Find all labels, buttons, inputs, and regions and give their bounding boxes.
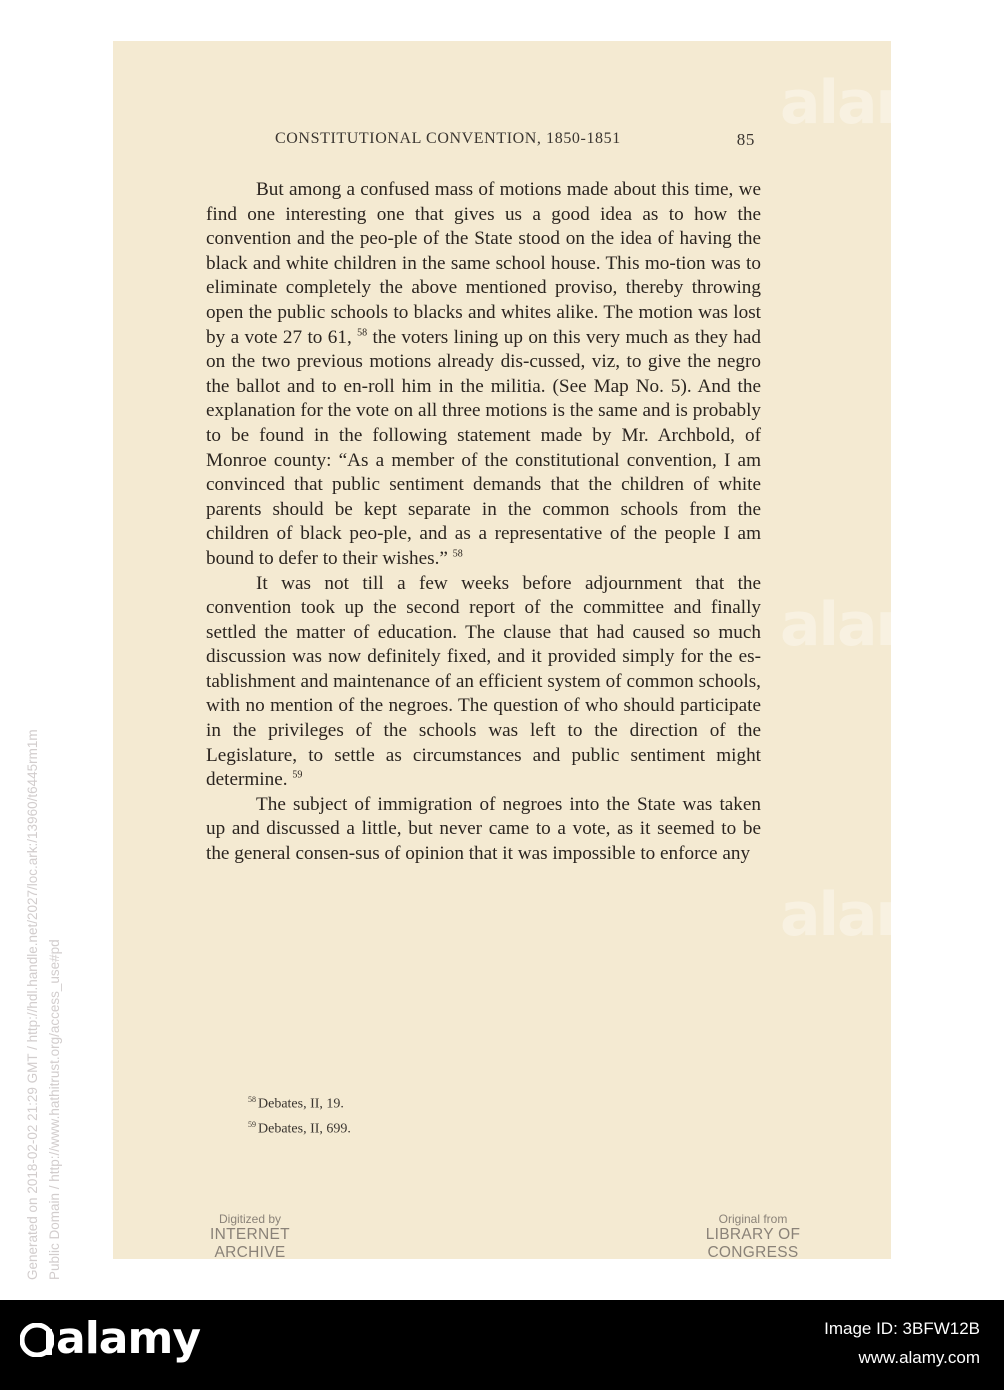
text-line: ple, and as a representative of the people I am bound	[206, 523, 761, 569]
text-line: explanation for the vote on all three motions is the	[206, 400, 599, 422]
text-line: blacks and whites alike. The motion was lost by a vote	[206, 301, 761, 348]
footnote-text: Debates, II, 699.	[258, 1121, 351, 1137]
original-from-credit	[658, 1212, 848, 1262]
text-line: the common schools from the children of black peo-	[206, 498, 762, 545]
paragraph-3	[206, 793, 761, 867]
text-line: ple of the State stood on the idea of having the black	[206, 228, 762, 274]
text-line: committee and finally settled the matter of education.	[206, 597, 761, 643]
text-line: “As a member of the constitutional convention, I am	[338, 449, 762, 471]
credit-source: LIBRARY OF CONGRESS	[705, 1226, 801, 1261]
bottom-bar	[0, 1300, 1004, 1390]
image-id: Image ID: 3BFW12B	[824, 1319, 980, 1338]
credit-label: Digitized by	[218, 1212, 282, 1226]
text-line: about this time, we find one interesting one that gives	[206, 179, 761, 225]
footnote-ref-58: 58	[357, 327, 368, 339]
text-line: determine.	[206, 769, 293, 791]
text-line: children of white parents should be kept separate in	[206, 474, 761, 520]
stamp-line: Generated on 2018-02-02 21:29 GMT / http://hdl.handle.net/2027/loc.ark:/13960/t6445rm1m	[25, 729, 40, 1280]
text-line: sus of opinion that it was impossible to enforce any	[355, 843, 751, 865]
text-line: convinced that public sentiment demands that the	[206, 474, 622, 496]
text-line: they had on the two previous motions already dis-	[206, 326, 761, 373]
paragraph-2	[206, 572, 761, 793]
paragraph-1	[206, 178, 761, 572]
credit-source: INTERNET ARCHIVE	[210, 1226, 290, 1261]
text-line: common schools, with no mention of the negroes. The	[206, 670, 761, 717]
text-line: to defer to their wishes.”	[258, 547, 453, 569]
body-text	[206, 178, 761, 867]
hathitrust-stamp	[22, 480, 70, 1280]
text-line: same and is probably to be found in the following	[206, 400, 761, 446]
logo-text: alamy	[56, 1313, 200, 1364]
text-line: question of who should participate in the privileges of	[206, 695, 761, 742]
text-line: The subject of immigration of negroes into the	[256, 793, 637, 815]
watermark: alamy	[780, 880, 974, 950]
text-line: cussed, viz, to give the negro the ballot and to en-	[206, 351, 761, 397]
footnote-59	[248, 1115, 648, 1140]
text-line: now definitely fixed, and it provided simply for the es-	[328, 646, 762, 668]
text-line: proviso, thereby throwing open the public schools to	[206, 277, 761, 323]
text-line: It was not till a few weeks before adjournment	[256, 572, 696, 594]
text-line: that the convention took up the second report of the	[206, 572, 762, 619]
text-line: came to a vote, as it seemed to be the general consen-	[206, 818, 761, 865]
text-line: to settle as circumstances and public sentiment might	[308, 744, 761, 766]
watermark: alamy	[780, 68, 974, 138]
text-line: The clause that had caused so much discussion was	[206, 621, 762, 668]
text-line: statement made by Mr. Archbold, of Monroe county:	[206, 424, 761, 471]
running-head-title: CONSTITUTIONAL CONVENTION, 1850-1851	[275, 130, 621, 147]
text-line: us a good idea as to how the convention and the peo-	[206, 203, 761, 250]
text-line: tion was to eliminate completely the above mentioned	[206, 252, 761, 299]
digitized-by-credit	[174, 1212, 326, 1262]
page-number: 85	[736, 130, 755, 149]
text-line: But among a confused mass of motions made	[256, 179, 614, 200]
site-url: www.alamy.com	[858, 1348, 980, 1367]
text-line: tablishment and maintenance of an efficient system of	[206, 670, 627, 692]
footnote-58	[248, 1090, 648, 1115]
footnote-ref-59: 59	[292, 769, 303, 781]
text-line: 27 to 61,	[282, 326, 358, 348]
footnote-marker: 58	[248, 1095, 256, 1104]
text-line: the schools was left to the direction of the Legislature,	[206, 720, 761, 766]
logo-mark-icon	[20, 1313, 54, 1364]
text-line: the voters lining up on this very much as	[367, 326, 695, 348]
running-head	[275, 130, 755, 154]
text-line: roll him in the militia. (See Map No. 5). And the	[368, 375, 761, 397]
credit-label: Original from	[718, 1212, 788, 1226]
footnotes	[248, 1090, 648, 1139]
alamy-logo	[20, 1313, 200, 1364]
watermark: alamy	[780, 590, 974, 660]
footnote-ref-58b: 58	[452, 548, 463, 560]
text-line: and white children in the same school house. This mo-	[252, 252, 676, 274]
text-line: State was taken up and discussed a little, but never	[206, 793, 761, 840]
footnote-text: Debates, II, 19.	[258, 1096, 344, 1112]
footnote-marker: 59	[248, 1119, 256, 1129]
stamp-line: Public Domain / http://www.hathitrust.org/access_use#pd	[47, 939, 62, 1280]
